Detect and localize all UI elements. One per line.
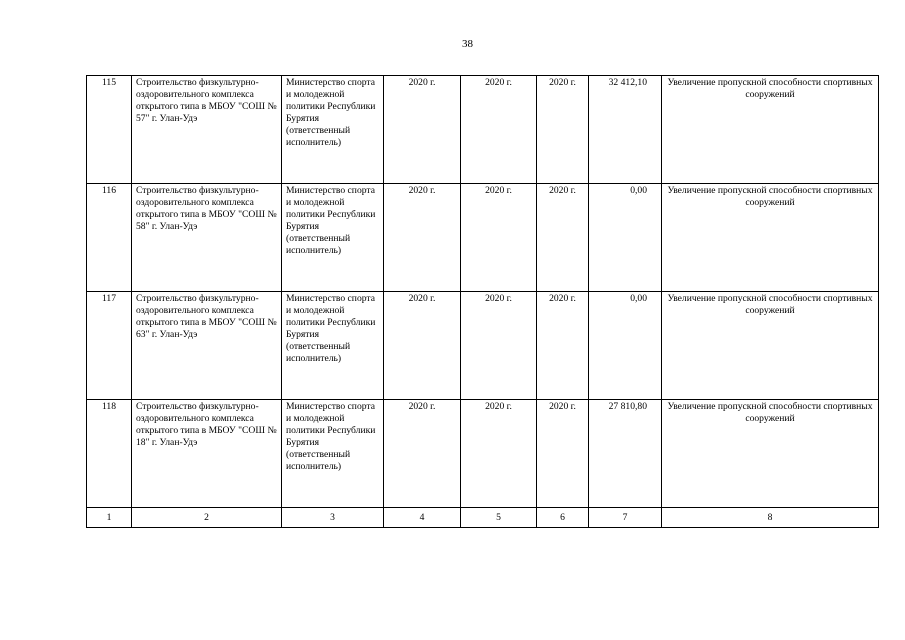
measure-name: Строительство физкультурно-оздоровительного комплекса открытого типа в МБОУ "СОШ № 18" г. Улан-Удэ — [132, 400, 282, 508]
column-number: 6 — [537, 508, 589, 528]
funding-year: 2020 г. — [537, 292, 589, 400]
measure-name: Строительство физкультурно-оздоровительного комплекса открытого типа в МБОУ "СОШ № 57" г. Улан-Удэ — [132, 76, 282, 184]
funding-year: 2020 г. — [537, 184, 589, 292]
expected-result: Увеличение пропускной способности спортивных сооружений — [662, 400, 879, 508]
measures-table — [86, 75, 879, 528]
start-year: 2020 г. — [384, 184, 461, 292]
end-year: 2020 г. — [461, 400, 537, 508]
table-row — [87, 76, 879, 184]
amount: 0,00 — [589, 292, 662, 400]
amount: 0,00 — [589, 184, 662, 292]
measure-name: Строительство физкультурно-оздоровительного комплекса открытого типа в МБОУ "СОШ № 58" г. Улан-Удэ — [132, 184, 282, 292]
expected-result: Увеличение пропускной способности спортивных сооружений — [662, 76, 879, 184]
column-number: 8 — [662, 508, 879, 528]
executor: Министерство спорта и молодежной политики Республики Бурятия (ответственный исполнитель) — [282, 400, 384, 508]
page-number: 38 — [462, 38, 473, 50]
expected-result: Увеличение пропускной способности спортивных сооружений — [662, 292, 879, 400]
funding-year: 2020 г. — [537, 400, 589, 508]
end-year: 2020 г. — [461, 292, 537, 400]
end-year: 2020 г. — [461, 76, 537, 184]
start-year: 2020 г. — [384, 292, 461, 400]
column-number: 7 — [589, 508, 662, 528]
end-year: 2020 г. — [461, 184, 537, 292]
measure-name: Строительство физкультурно-оздоровительного комплекса открытого типа в МБОУ "СОШ № 63" г. Улан-Удэ — [132, 292, 282, 400]
column-number: 5 — [461, 508, 537, 528]
executor: Министерство спорта и молодежной политики Республики Бурятия (ответственный исполнитель) — [282, 76, 384, 184]
expected-result: Увеличение пропускной способности спортивных сооружений — [662, 184, 879, 292]
executor: Министерство спорта и молодежной политики Республики Бурятия (ответственный исполнитель) — [282, 292, 384, 400]
start-year: 2020 г. — [384, 400, 461, 508]
table-row — [87, 400, 879, 508]
column-number: 4 — [384, 508, 461, 528]
table-row — [87, 184, 879, 292]
row-number: 118 — [87, 400, 132, 508]
column-number: 2 — [132, 508, 282, 528]
amount: 32 412,10 — [589, 76, 662, 184]
executor: Министерство спорта и молодежной политики Республики Бурятия (ответственный исполнитель) — [282, 184, 384, 292]
row-number: 117 — [87, 292, 132, 400]
column-number: 3 — [282, 508, 384, 528]
column-number: 1 — [87, 508, 132, 528]
row-number: 115 — [87, 76, 132, 184]
column-number-row — [87, 508, 879, 528]
amount: 27 810,80 — [589, 400, 662, 508]
start-year: 2020 г. — [384, 76, 461, 184]
table-row — [87, 292, 879, 400]
row-number: 116 — [87, 184, 132, 292]
funding-year: 2020 г. — [537, 76, 589, 184]
